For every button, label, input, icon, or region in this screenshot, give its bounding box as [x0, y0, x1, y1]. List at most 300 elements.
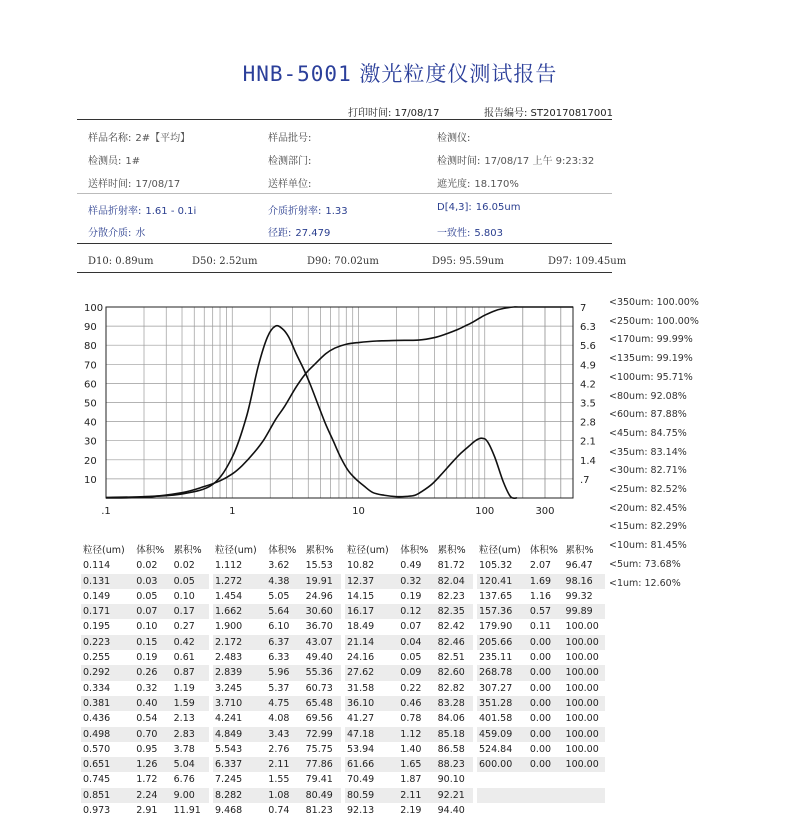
legend-item: <80um: 92.08%: [609, 390, 687, 402]
table-cell: 70.49: [347, 774, 375, 786]
table-cell: 15.53: [305, 560, 333, 572]
legend-item: <100um: 95.71%: [609, 371, 693, 383]
table-cell: 12.37: [345, 574, 398, 589]
table-cell: 0.05: [400, 652, 422, 664]
table-row: [345, 574, 473, 589]
table-cell: 179.90: [479, 621, 513, 633]
table-cell: 600.00: [477, 757, 528, 772]
table-cell: 86.58: [437, 743, 465, 755]
table-cell: 1.87: [400, 774, 422, 786]
table-cell: 4.38: [266, 574, 303, 589]
table-cell: 3.710: [213, 696, 266, 711]
table-header-cell: 累积%: [305, 545, 334, 556]
table-row: [213, 803, 341, 818]
table-cell: 18.49: [347, 621, 375, 633]
sample-batch: 样品批号:: [268, 133, 312, 144]
table-cell: 0.223: [81, 635, 134, 650]
distribution-chart: [0, 290, 610, 520]
right-tick-label: 4.2: [580, 379, 596, 391]
table-cell: 0.498: [81, 727, 134, 742]
table-cell: 4.241: [215, 713, 243, 725]
table-cell: 0.02: [173, 560, 195, 572]
table-cell: 2.24: [134, 788, 171, 803]
table-row: [81, 619, 209, 634]
table-cell: [528, 788, 564, 803]
table-cell: 0.15: [134, 635, 171, 650]
table-row: [81, 558, 209, 573]
table-cell: 16.17: [345, 604, 398, 619]
table-cell: 41.27: [347, 713, 375, 725]
table-row: [213, 757, 341, 772]
table-row: [477, 788, 605, 803]
table-cell: 0.00: [528, 727, 564, 742]
table-cell: 0.651: [81, 757, 134, 772]
legend-item: <25um: 82.52%: [609, 484, 687, 495]
legend-item: <45um: 84.75%: [609, 427, 687, 439]
table-cell: 83.28: [436, 696, 473, 711]
table-row: [81, 788, 209, 803]
legend-item: <10um: 81.45%: [609, 540, 687, 552]
left-tick-label: 80: [84, 341, 97, 353]
table-row: [345, 727, 473, 742]
title-model: HNB-5001: [242, 62, 352, 86]
table-cell: 1.662: [213, 604, 266, 619]
table-cell: 100.00: [564, 727, 605, 742]
table-cell: 0.78: [400, 713, 422, 725]
table-header-cell: 粒径(um): [479, 545, 521, 556]
table-cell: 459.09: [477, 727, 528, 742]
table-cell: 307.27: [479, 682, 513, 694]
table-cell: 1.26: [134, 757, 171, 772]
table-row: [81, 742, 209, 757]
table-cell: 5.543: [215, 743, 243, 755]
table-cell: 79.41: [305, 774, 333, 786]
table-cell: 1.12: [398, 727, 435, 742]
table-cell: 0.49: [400, 560, 422, 572]
table-cell: 0.32: [398, 574, 435, 589]
test-time: 检测时间: 17/08/17 上午 9:23:32: [437, 156, 595, 167]
table-cell: 77.86: [304, 757, 341, 772]
left-tick-label: 90: [84, 322, 97, 334]
table-cell: 0.11: [529, 621, 552, 633]
legend-item: <135um: 99.19%: [609, 353, 693, 365]
table-row: [81, 635, 209, 650]
table-row: [477, 772, 605, 787]
table-cell: 0.00: [529, 743, 552, 755]
table-cell: 55.36: [304, 665, 341, 680]
table-row: [477, 574, 605, 589]
table-cell: 524.84: [479, 743, 513, 755]
table-row: [345, 604, 473, 619]
table-row: [345, 681, 473, 696]
table-cell: 0.19: [400, 590, 422, 602]
table-row: [81, 665, 209, 680]
table-cell: 81.72: [437, 560, 465, 572]
table-cell: 1.72: [136, 774, 158, 786]
table-row: [213, 681, 341, 696]
table-cell: 60.73: [305, 682, 333, 694]
table-cell: 0.436: [83, 713, 111, 725]
divider-mid: [77, 193, 612, 194]
table-cell: 0.12: [398, 604, 435, 619]
table-cell: [477, 772, 528, 787]
table-cell: [477, 788, 528, 803]
table-row: [345, 558, 473, 573]
table-row: [81, 727, 209, 742]
table-cell: 6.37: [266, 635, 303, 650]
table-row: [345, 589, 473, 604]
table-cell: 21.14: [345, 635, 398, 650]
table-cell: 2.13: [173, 713, 195, 725]
table-cell: 85.18: [436, 727, 473, 742]
table-cell: 3.245: [215, 682, 243, 694]
right-tick-label: 7: [580, 303, 587, 314]
obscuration: 遮光度: 18.170%: [437, 179, 519, 190]
table-row: [477, 589, 605, 604]
table-cell: 84.06: [437, 713, 465, 725]
table-cell: 157.36: [477, 604, 528, 619]
table-row: [345, 635, 473, 650]
legend-item: <20um: 82.45%: [609, 502, 687, 514]
table-cell: 81.23: [305, 805, 333, 817]
table-cell: 47.18: [345, 727, 398, 742]
table-row: [345, 619, 473, 634]
table-cell: 2.07: [529, 560, 552, 572]
table-header-cell: 粒径(um): [347, 545, 389, 556]
table-cell: 10.82: [347, 560, 375, 572]
table-cell: 82.42: [437, 621, 465, 633]
table-cell: 0.381: [81, 696, 134, 711]
table-cell: 0.22: [400, 682, 422, 694]
x-tick-label: 10: [352, 506, 365, 517]
table-cell: 0.131: [81, 574, 134, 589]
table-row: [213, 788, 341, 803]
legend-item: <350um: 100.00%: [609, 297, 699, 308]
table-cell: 0.32: [136, 682, 158, 694]
table-cell: 0.05: [172, 574, 209, 589]
table-cell: 2.11: [266, 757, 303, 772]
table-header-cell: 累积%: [173, 545, 202, 556]
table-cell: 8.282: [213, 788, 266, 803]
table-cell: 24.16: [347, 652, 375, 664]
table-cell: 6.76: [173, 774, 195, 786]
table-cell: 0.27: [173, 621, 195, 633]
table-header-cell: 累积%: [437, 545, 466, 556]
table-cell: 99.89: [564, 604, 605, 619]
table-row: [477, 742, 605, 757]
table-cell: 72.99: [304, 727, 341, 742]
table-cell: 0.195: [83, 621, 111, 633]
table-cell: 100.00: [564, 635, 605, 650]
table-cell: 3.78: [173, 743, 195, 755]
table-cell: 1.900: [215, 621, 243, 633]
table-header-cell: 体积%: [268, 545, 297, 556]
legend-item: <1um: 12.60%: [609, 577, 681, 589]
table-row: [213, 604, 341, 619]
table-cell: 0.255: [83, 652, 111, 664]
table-row: [213, 635, 341, 650]
table-cell: 31.58: [347, 682, 375, 694]
right-tick-label: 2.8: [580, 417, 596, 429]
table-row: [477, 665, 605, 680]
table-row: [213, 711, 341, 726]
table-cell: 1.272: [213, 574, 266, 589]
left-tick-label: 50: [84, 398, 97, 410]
table-row: [213, 558, 341, 573]
table-cell: 0.07: [400, 621, 422, 633]
table-cell: 1.454: [215, 590, 243, 602]
table-cell: 0.10: [173, 590, 195, 602]
table-cell: 100.00: [565, 682, 599, 694]
table-cell: [564, 772, 605, 787]
medium-refractive-index: 介质折射率: 1.33: [268, 206, 348, 217]
table-cell: 0.05: [136, 590, 158, 602]
table-row: [81, 574, 209, 589]
sample-refractive-index: 样品折射率: 1.61 - 0.1i: [88, 206, 197, 217]
table-cell: 1.59: [172, 696, 209, 711]
table-cell: 0.00: [528, 635, 564, 650]
data-table-4: [477, 543, 605, 803]
table-cell: 351.28: [477, 696, 528, 711]
table-cell: 0.973: [83, 805, 111, 817]
report-title: [0, 58, 800, 88]
table-row: [81, 589, 209, 604]
table-cell: 0.292: [81, 665, 134, 680]
table-cell: 36.10: [345, 696, 398, 711]
table-cell: 2.19: [400, 805, 422, 817]
table-cell: 9.468: [215, 805, 243, 817]
divider-d-top: [77, 243, 612, 244]
table-cell: 82.35: [436, 604, 473, 619]
table-row: [477, 727, 605, 742]
left-tick-label: 20: [84, 455, 97, 467]
left-tick-label: 30: [84, 436, 97, 448]
table-cell: 0.851: [81, 788, 134, 803]
table-cell: 0.74: [268, 805, 290, 817]
table-cell: 92.13: [347, 805, 375, 817]
table-cell: 82.60: [436, 665, 473, 680]
table-cell: 82.04: [436, 574, 473, 589]
table-cell: 0.171: [81, 604, 134, 619]
table-cell: 99.32: [565, 590, 593, 602]
table-cell: 0.114: [83, 560, 111, 572]
print-time: 打印时间: 17/08/17: [348, 108, 440, 119]
divider-d-bottom: [77, 272, 612, 273]
table-cell: 2.483: [215, 652, 243, 664]
span-value: 径距: 27.479: [268, 228, 331, 239]
table-cell: 268.78: [477, 665, 528, 680]
table-cell: 0.02: [136, 560, 158, 572]
table-cell: 5.05: [268, 590, 290, 602]
table-cell: 6.10: [268, 621, 290, 633]
legend-item: <15um: 82.29%: [609, 521, 687, 533]
table-cell: 92.21: [436, 788, 473, 803]
table-row: [213, 589, 341, 604]
table-cell: 2.83: [172, 727, 209, 742]
table-cell: 90.10: [437, 774, 465, 786]
chart-grid: [106, 307, 573, 498]
table-cell: 4.08: [268, 713, 290, 725]
table-cell: 2.172: [213, 635, 266, 650]
table-row: [81, 757, 209, 772]
table-cell: 98.16: [564, 574, 605, 589]
table-cell: 0.00: [529, 652, 552, 664]
data-table-1: [81, 543, 209, 818]
table-row: [213, 574, 341, 589]
table-cell: 1.65: [398, 757, 435, 772]
table-cell: 27.62: [345, 665, 398, 680]
table-row: [345, 803, 473, 818]
right-tick-label: 5.6: [580, 341, 596, 353]
table-row: [345, 772, 473, 787]
table-cell: 0.00: [528, 665, 564, 680]
table-cell: 100.00: [565, 652, 599, 664]
table-cell: 100.00: [564, 665, 605, 680]
table-cell: 5.64: [266, 604, 303, 619]
table-row: [477, 635, 605, 650]
table-row: [477, 558, 605, 573]
table-cell: 14.15: [347, 590, 375, 602]
table-cell: 0.570: [83, 743, 111, 755]
right-tick-label: .7: [580, 474, 590, 486]
d50: D50: 2.52um: [192, 256, 258, 267]
table-cell: 82.23: [437, 590, 465, 602]
table-cell: 11.91: [173, 805, 201, 817]
table-cell: 24.96: [305, 590, 333, 602]
table-row: [477, 757, 605, 772]
table-cell: 94.40: [437, 805, 465, 817]
table-row: [213, 665, 341, 680]
table-cell: 0.04: [398, 635, 435, 650]
table-cell: 1.08: [266, 788, 303, 803]
table-header-cell: 粒径(um): [215, 545, 257, 556]
table-cell: 0.334: [83, 682, 111, 694]
table-row: [477, 604, 605, 619]
table-row: [213, 727, 341, 742]
table-cell: 105.32: [479, 560, 513, 572]
data-table-2: [213, 543, 341, 818]
table-cell: 3.43: [266, 727, 303, 742]
table-cell: 1.19: [173, 682, 195, 694]
table-cell: 100.00: [565, 621, 599, 633]
table-row: [81, 650, 209, 665]
x-tick-label: 100: [475, 506, 495, 517]
table-cell: 82.51: [437, 652, 465, 664]
table-cell: 6.33: [268, 652, 290, 664]
table-cell: 0.61: [173, 652, 195, 664]
table-row: [345, 650, 473, 665]
table-cell: 5.37: [268, 682, 290, 694]
d43-value: D[4,3]: 16.05um: [437, 202, 521, 213]
table-cell: [528, 772, 564, 787]
uniformity: 一致性: 5.803: [437, 228, 504, 239]
table-cell: 0.40: [134, 696, 171, 711]
x-tick-label: .1: [101, 506, 111, 517]
table-row: [213, 696, 341, 711]
table-cell: 235.11: [479, 652, 513, 664]
table-cell: 80.49: [304, 788, 341, 803]
table-cell: 100.00: [565, 713, 599, 725]
table-row: [477, 696, 605, 711]
right-tick-label: 4.9: [580, 360, 596, 372]
table-cell: 0.70: [134, 727, 171, 742]
table-cell: 120.41: [477, 574, 528, 589]
table-cell: 0.03: [134, 574, 171, 589]
table-cell: 0.149: [83, 590, 111, 602]
chart-ticks: [84, 303, 596, 517]
table-cell: 1.16: [529, 590, 552, 602]
table-cell: 0.26: [134, 665, 171, 680]
table-cell: 0.46: [398, 696, 435, 711]
send-time: 送样时间: 17/08/17: [88, 179, 181, 190]
table-row: [477, 711, 605, 726]
divider-top: [77, 119, 612, 120]
table-row: [345, 757, 473, 772]
table-row: [477, 681, 605, 696]
d90: D90: 70.02um: [307, 256, 379, 267]
table-cell: 137.65: [479, 590, 513, 602]
table-row: [213, 650, 341, 665]
table-cell: 69.56: [305, 713, 333, 725]
table-row: [345, 788, 473, 803]
data-table-3: [345, 543, 473, 818]
left-tick-label: 70: [84, 360, 97, 372]
instrument: 检测仪:: [437, 133, 471, 144]
table-cell: 43.07: [304, 635, 341, 650]
d97: D97: 109.45um: [548, 256, 627, 267]
table-cell: 2.839: [213, 665, 266, 680]
legend-item: <250um: 100.00%: [609, 315, 699, 327]
legend-item: <60um: 87.88%: [609, 409, 687, 421]
table-cell: [564, 788, 605, 803]
table-cell: 5.04: [172, 757, 209, 772]
table-row: [81, 803, 209, 818]
table-header-cell: 体积%: [400, 545, 429, 556]
table-cell: 0.00: [529, 713, 552, 725]
legend-item: <5um: 73.68%: [609, 558, 681, 570]
table-row: [213, 742, 341, 757]
right-tick-label: 6.3: [580, 322, 596, 334]
table-cell: 100.00: [564, 696, 605, 711]
table-cell: 6.337: [213, 757, 266, 772]
table-cell: 0.00: [529, 682, 552, 694]
d95: D95: 95.59um: [432, 256, 504, 267]
table-cell: 88.23: [436, 757, 473, 772]
table-row: [213, 772, 341, 787]
table-row: [345, 696, 473, 711]
table-cell: 80.59: [345, 788, 398, 803]
table-row: [213, 619, 341, 634]
table-cell: 2.76: [268, 743, 290, 755]
right-tick-label: 3.5: [580, 398, 596, 410]
legend-item: <170um: 99.99%: [609, 334, 693, 346]
table-row: [81, 604, 209, 619]
left-tick-label: 60: [84, 379, 97, 391]
title-text: 激光粒度仪测试报告: [359, 62, 558, 86]
table-cell: 65.48: [304, 696, 341, 711]
table-cell: 4.75: [266, 696, 303, 711]
left-tick-label: 100: [84, 303, 104, 314]
table-cell: 2.11: [398, 788, 435, 803]
table-header-cell: 粒径(um): [83, 545, 125, 556]
legend-item: <30um: 82.71%: [609, 465, 687, 477]
table-row: [477, 619, 605, 634]
table-cell: 61.66: [345, 757, 398, 772]
table-cell: 0.57: [528, 604, 564, 619]
report-number: 报告编号: ST20170817001: [484, 108, 613, 119]
right-tick-label: 1.4: [580, 455, 596, 467]
table-cell: 1.112: [215, 560, 243, 572]
